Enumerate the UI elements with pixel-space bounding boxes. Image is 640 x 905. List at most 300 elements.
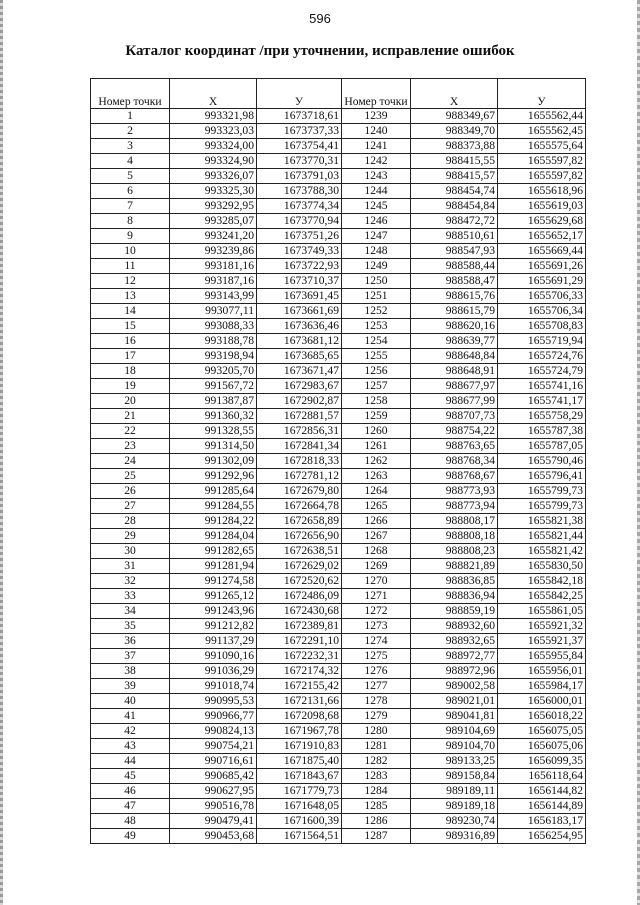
cell-point-number-right: 1264	[342, 484, 411, 499]
cell-point-number-left: 27	[91, 499, 170, 514]
cell-x-left: 993239,86	[170, 244, 257, 259]
cell-y-left: 1672983,67	[257, 379, 342, 394]
cell-point-number-left: 42	[91, 724, 170, 739]
table-row	[91, 424, 586, 439]
scan-edge-left	[0, 0, 3, 905]
cell-x-right: 988454,74	[411, 184, 498, 199]
cell-point-number-left: 20	[91, 394, 170, 409]
cell-y-left: 1673710,37	[257, 274, 342, 289]
table-row	[91, 589, 586, 604]
cell-y-right: 1656000,01	[498, 694, 586, 709]
cell-x-left: 991090,16	[170, 649, 257, 664]
cell-point-number-left: 36	[91, 634, 170, 649]
cell-point-number-left: 28	[91, 514, 170, 529]
cell-point-number-left: 35	[91, 619, 170, 634]
cell-x-left: 993187,16	[170, 274, 257, 289]
cell-x-left: 993292,95	[170, 199, 257, 214]
cell-point-number-right: 1272	[342, 604, 411, 619]
cell-y-left: 1673749,33	[257, 244, 342, 259]
cell-point-number-left: 32	[91, 574, 170, 589]
cell-y-right: 1656144,82	[498, 784, 586, 799]
cell-point-number-left: 5	[91, 169, 170, 184]
cell-point-number-left: 25	[91, 469, 170, 484]
cell-x-right: 988547,93	[411, 244, 498, 259]
cell-x-right: 988836,94	[411, 589, 498, 604]
cell-y-right: 1655799,73	[498, 499, 586, 514]
table-row	[91, 319, 586, 334]
cell-point-number-right: 1249	[342, 259, 411, 274]
cell-x-left: 993325,30	[170, 184, 257, 199]
cell-point-number-left: 7	[91, 199, 170, 214]
cell-x-right: 988454,84	[411, 199, 498, 214]
table-row	[91, 559, 586, 574]
cell-point-number-left: 13	[91, 289, 170, 304]
cell-y-left: 1672881,57	[257, 409, 342, 424]
cell-point-number-left: 47	[91, 799, 170, 814]
cell-y-right: 1656075,05	[498, 724, 586, 739]
cell-point-number-left: 15	[91, 319, 170, 334]
cell-y-right: 1655821,38	[498, 514, 586, 529]
cell-x-left: 990716,61	[170, 754, 257, 769]
cell-point-number-left: 43	[91, 739, 170, 754]
cell-y-left: 1672520,62	[257, 574, 342, 589]
table-row	[91, 529, 586, 544]
cell-x-left: 991328,55	[170, 424, 257, 439]
table-row	[91, 814, 586, 829]
cell-y-left: 1673788,30	[257, 184, 342, 199]
cell-x-right: 988763,65	[411, 439, 498, 454]
table-row	[91, 349, 586, 364]
cell-y-right: 1655741,16	[498, 379, 586, 394]
table-row	[91, 244, 586, 259]
table-row	[91, 784, 586, 799]
cell-y-left: 1672629,02	[257, 559, 342, 574]
table-row	[91, 394, 586, 409]
table-row	[91, 619, 586, 634]
cell-x-right: 989133,25	[411, 754, 498, 769]
cell-x-right: 988373,88	[411, 139, 498, 154]
cell-point-number-left: 30	[91, 544, 170, 559]
cell-y-right: 1656075,06	[498, 739, 586, 754]
table-body	[91, 109, 586, 844]
table-row	[91, 214, 586, 229]
cell-y-right: 1655691,26	[498, 259, 586, 274]
cell-y-left: 1672902,87	[257, 394, 342, 409]
cell-point-number-left: 29	[91, 529, 170, 544]
cell-x-right: 988972,96	[411, 664, 498, 679]
table-row	[91, 724, 586, 739]
table-row	[91, 769, 586, 784]
cell-y-left: 1673770,31	[257, 154, 342, 169]
cell-y-left: 1672291,10	[257, 634, 342, 649]
cell-point-number-left: 44	[91, 754, 170, 769]
cell-x-right: 988415,55	[411, 154, 498, 169]
cell-y-right: 1655921,37	[498, 634, 586, 649]
cell-x-right: 988836,85	[411, 574, 498, 589]
cell-point-number-right: 1253	[342, 319, 411, 334]
cell-point-number-left: 38	[91, 664, 170, 679]
header-point-number-left: Номер точки	[91, 79, 170, 109]
cell-point-number-right: 1247	[342, 229, 411, 244]
cell-y-right: 1656099,35	[498, 754, 586, 769]
cell-x-left: 991018,74	[170, 679, 257, 694]
cell-x-left: 991137,29	[170, 634, 257, 649]
cell-point-number-right: 1282	[342, 754, 411, 769]
cell-x-right: 988932,65	[411, 634, 498, 649]
cell-x-left: 991567,72	[170, 379, 257, 394]
cell-y-left: 1673791,03	[257, 169, 342, 184]
cell-point-number-right: 1257	[342, 379, 411, 394]
cell-x-right: 988773,94	[411, 499, 498, 514]
cell-point-number-right: 1251	[342, 289, 411, 304]
cell-x-right: 988677,97	[411, 379, 498, 394]
cell-point-number-left: 2	[91, 124, 170, 139]
cell-y-right: 1655830,50	[498, 559, 586, 574]
cell-x-right: 989158,84	[411, 769, 498, 784]
table-row	[91, 274, 586, 289]
cell-x-right: 988754,22	[411, 424, 498, 439]
cell-y-right: 1655724,76	[498, 349, 586, 364]
cell-x-left: 990685,42	[170, 769, 257, 784]
cell-x-right: 988472,72	[411, 214, 498, 229]
table-row	[91, 634, 586, 649]
cell-x-right: 988615,76	[411, 289, 498, 304]
cell-y-right: 1656018,22	[498, 709, 586, 724]
table-row	[91, 304, 586, 319]
cell-y-left: 1672856,31	[257, 424, 342, 439]
cell-x-right: 989230,74	[411, 814, 498, 829]
cell-point-number-right: 1270	[342, 574, 411, 589]
table-row	[91, 229, 586, 244]
cell-y-right: 1655708,83	[498, 319, 586, 334]
cell-y-left: 1671600,39	[257, 814, 342, 829]
cell-point-number-right: 1261	[342, 439, 411, 454]
cell-y-right: 1655575,64	[498, 139, 586, 154]
cell-point-number-left: 11	[91, 259, 170, 274]
table-row	[91, 754, 586, 769]
cell-point-number-right: 1243	[342, 169, 411, 184]
cell-x-left: 990754,21	[170, 739, 257, 754]
cell-x-right: 988620,16	[411, 319, 498, 334]
cell-y-right: 1655562,44	[498, 109, 586, 124]
cell-y-left: 1671648,05	[257, 799, 342, 814]
table-row	[91, 799, 586, 814]
cell-y-left: 1672232,31	[257, 649, 342, 664]
cell-point-number-left: 46	[91, 784, 170, 799]
table-row	[91, 829, 586, 844]
cell-point-number-left: 45	[91, 769, 170, 784]
table-header-row	[91, 79, 586, 109]
header-y-left: У	[257, 79, 342, 109]
cell-y-right: 1655652,17	[498, 229, 586, 244]
cell-y-right: 1655669,44	[498, 244, 586, 259]
cell-point-number-right: 1275	[342, 649, 411, 664]
cell-x-left: 990995,53	[170, 694, 257, 709]
cell-point-number-right: 1263	[342, 469, 411, 484]
cell-y-left: 1672658,89	[257, 514, 342, 529]
cell-point-number-left: 1	[91, 109, 170, 124]
cell-x-right: 989189,11	[411, 784, 498, 799]
cell-x-left: 993088,33	[170, 319, 257, 334]
table-row	[91, 469, 586, 484]
header-x-left: X	[170, 79, 257, 109]
table-row	[91, 124, 586, 139]
table-row	[91, 259, 586, 274]
cell-point-number-right: 1273	[342, 619, 411, 634]
cell-x-right: 988415,57	[411, 169, 498, 184]
cell-point-number-right: 1281	[342, 739, 411, 754]
table-row	[91, 289, 586, 304]
cell-x-right: 988615,79	[411, 304, 498, 319]
cell-point-number-left: 3	[91, 139, 170, 154]
cell-point-number-right: 1283	[342, 769, 411, 784]
cell-x-right: 988932,60	[411, 619, 498, 634]
cell-x-left: 991284,22	[170, 514, 257, 529]
cell-x-right: 988768,67	[411, 469, 498, 484]
cell-x-left: 991360,32	[170, 409, 257, 424]
cell-y-right: 1655955,84	[498, 649, 586, 664]
cell-x-left: 993198,94	[170, 349, 257, 364]
cell-y-right: 1655921,32	[498, 619, 586, 634]
cell-y-right: 1655821,44	[498, 529, 586, 544]
cell-point-number-right: 1244	[342, 184, 411, 199]
cell-x-left: 993323,03	[170, 124, 257, 139]
cell-x-right: 989316,89	[411, 829, 498, 844]
cell-point-number-right: 1266	[342, 514, 411, 529]
cell-y-right: 1655724,79	[498, 364, 586, 379]
cell-x-right: 989104,70	[411, 739, 498, 754]
cell-point-number-right: 1284	[342, 784, 411, 799]
cell-point-number-left: 9	[91, 229, 170, 244]
cell-y-right: 1655842,18	[498, 574, 586, 589]
cell-point-number-left: 18	[91, 364, 170, 379]
cell-y-right: 1655956,01	[498, 664, 586, 679]
cell-x-left: 990453,68	[170, 829, 257, 844]
cell-point-number-right: 1286	[342, 814, 411, 829]
cell-x-right: 988648,84	[411, 349, 498, 364]
cell-x-right: 988349,70	[411, 124, 498, 139]
cell-y-left: 1673754,41	[257, 139, 342, 154]
cell-y-right: 1655842,25	[498, 589, 586, 604]
table-row	[91, 709, 586, 724]
cell-x-left: 990479,41	[170, 814, 257, 829]
cell-point-number-right: 1240	[342, 124, 411, 139]
cell-point-number-right: 1258	[342, 394, 411, 409]
cell-x-left: 991284,04	[170, 529, 257, 544]
cell-point-number-left: 23	[91, 439, 170, 454]
cell-x-left: 991387,87	[170, 394, 257, 409]
header-x-right: X	[411, 79, 498, 109]
cell-y-left: 1673691,45	[257, 289, 342, 304]
cell-point-number-right: 1248	[342, 244, 411, 259]
cell-point-number-left: 22	[91, 424, 170, 439]
cell-y-left: 1672656,90	[257, 529, 342, 544]
cell-point-number-right: 1255	[342, 349, 411, 364]
cell-y-left: 1672781,12	[257, 469, 342, 484]
cell-x-right: 989002,58	[411, 679, 498, 694]
cell-point-number-right: 1252	[342, 304, 411, 319]
table-row	[91, 679, 586, 694]
cell-point-number-right: 1242	[342, 154, 411, 169]
cell-y-right: 1655790,46	[498, 454, 586, 469]
cell-y-left: 1671564,51	[257, 829, 342, 844]
table-row	[91, 514, 586, 529]
table-row	[91, 109, 586, 124]
cell-x-right: 989104,69	[411, 724, 498, 739]
cell-x-left: 993188,78	[170, 334, 257, 349]
cell-x-left: 993321,98	[170, 109, 257, 124]
table-row	[91, 169, 586, 184]
cell-y-left: 1673681,12	[257, 334, 342, 349]
cell-x-right: 988821,89	[411, 559, 498, 574]
cell-x-right: 988972,77	[411, 649, 498, 664]
cell-x-left: 990516,78	[170, 799, 257, 814]
cell-y-right: 1656254,95	[498, 829, 586, 844]
cell-x-right: 989021,01	[411, 694, 498, 709]
cell-x-right: 988773,93	[411, 484, 498, 499]
cell-point-number-left: 39	[91, 679, 170, 694]
cell-x-left: 991285,64	[170, 484, 257, 499]
cell-x-left: 993205,70	[170, 364, 257, 379]
cell-point-number-left: 19	[91, 379, 170, 394]
cell-y-left: 1673722,93	[257, 259, 342, 274]
cell-x-left: 991212,82	[170, 619, 257, 634]
cell-point-number-left: 40	[91, 694, 170, 709]
cell-y-left: 1672818,33	[257, 454, 342, 469]
cell-x-left: 993326,07	[170, 169, 257, 184]
cell-y-left: 1672664,78	[257, 499, 342, 514]
cell-point-number-left: 48	[91, 814, 170, 829]
header-y-right: У	[498, 79, 586, 109]
cell-point-number-right: 1241	[342, 139, 411, 154]
table-row	[91, 574, 586, 589]
cell-point-number-left: 49	[91, 829, 170, 844]
cell-x-right: 988349,67	[411, 109, 498, 124]
cell-y-right: 1655787,05	[498, 439, 586, 454]
cell-y-right: 1655799,73	[498, 484, 586, 499]
table-row	[91, 739, 586, 754]
cell-x-right: 989041,81	[411, 709, 498, 724]
cell-y-left: 1673751,26	[257, 229, 342, 244]
cell-point-number-right: 1256	[342, 364, 411, 379]
cell-x-right: 988808,23	[411, 544, 498, 559]
cell-point-number-left: 8	[91, 214, 170, 229]
cell-y-left: 1671875,40	[257, 754, 342, 769]
cell-x-right: 988808,18	[411, 529, 498, 544]
cell-x-right: 989189,18	[411, 799, 498, 814]
table-row	[91, 484, 586, 499]
cell-point-number-left: 6	[91, 184, 170, 199]
cell-y-right: 1655618,96	[498, 184, 586, 199]
cell-y-right: 1655861,05	[498, 604, 586, 619]
cell-y-left: 1672486,09	[257, 589, 342, 604]
cell-point-number-right: 1262	[342, 454, 411, 469]
cell-point-number-left: 24	[91, 454, 170, 469]
cell-point-number-left: 31	[91, 559, 170, 574]
cell-y-right: 1655758,29	[498, 409, 586, 424]
cell-y-right: 1655619,03	[498, 199, 586, 214]
cell-x-right: 988510,61	[411, 229, 498, 244]
table-row	[91, 439, 586, 454]
cell-y-right: 1655787,38	[498, 424, 586, 439]
table-row	[91, 649, 586, 664]
cell-x-left: 993143,99	[170, 289, 257, 304]
cell-x-right: 988808,17	[411, 514, 498, 529]
table-row	[91, 364, 586, 379]
cell-x-right: 988588,44	[411, 259, 498, 274]
cell-point-number-right: 1246	[342, 214, 411, 229]
cell-y-left: 1672389,81	[257, 619, 342, 634]
cell-y-right: 1656183,17	[498, 814, 586, 829]
cell-point-number-right: 1274	[342, 634, 411, 649]
table-row	[91, 694, 586, 709]
coordinate-table	[90, 78, 586, 844]
cell-y-left: 1673770,94	[257, 214, 342, 229]
cell-y-right: 1655597,82	[498, 169, 586, 184]
cell-y-right: 1655984,17	[498, 679, 586, 694]
cell-point-number-right: 1254	[342, 334, 411, 349]
cell-point-number-right: 1260	[342, 424, 411, 439]
cell-y-right: 1655796,41	[498, 469, 586, 484]
cell-y-left: 1672679,80	[257, 484, 342, 499]
cell-point-number-right: 1280	[342, 724, 411, 739]
cell-y-left: 1672430,68	[257, 604, 342, 619]
cell-x-left: 991243,96	[170, 604, 257, 619]
cell-x-right: 988707,73	[411, 409, 498, 424]
cell-x-left: 993285,07	[170, 214, 257, 229]
cell-y-left: 1671843,67	[257, 769, 342, 784]
cell-x-left: 990966,77	[170, 709, 257, 724]
cell-y-right: 1656144,89	[498, 799, 586, 814]
cell-y-left: 1672174,32	[257, 664, 342, 679]
cell-x-left: 991036,29	[170, 664, 257, 679]
cell-x-left: 993077,11	[170, 304, 257, 319]
cell-point-number-right: 1278	[342, 694, 411, 709]
cell-point-number-right: 1271	[342, 589, 411, 604]
cell-y-left: 1673737,33	[257, 124, 342, 139]
cell-y-right: 1655741,17	[498, 394, 586, 409]
cell-point-number-left: 16	[91, 334, 170, 349]
cell-x-right: 988859,19	[411, 604, 498, 619]
cell-x-left: 991265,12	[170, 589, 257, 604]
cell-x-right: 988639,77	[411, 334, 498, 349]
cell-y-right: 1655719,94	[498, 334, 586, 349]
cell-y-left: 1672638,51	[257, 544, 342, 559]
table-row	[91, 379, 586, 394]
cell-y-left: 1672841,34	[257, 439, 342, 454]
cell-y-right: 1655706,34	[498, 304, 586, 319]
cell-point-number-right: 1277	[342, 679, 411, 694]
header-point-number-right: Номер точки	[342, 79, 411, 109]
cell-x-left: 991284,55	[170, 499, 257, 514]
cell-x-left: 990627,95	[170, 784, 257, 799]
cell-x-left: 991282,65	[170, 544, 257, 559]
cell-point-number-right: 1279	[342, 709, 411, 724]
cell-y-left: 1672155,42	[257, 679, 342, 694]
cell-x-left: 991281,94	[170, 559, 257, 574]
cell-y-left: 1672098,68	[257, 709, 342, 724]
table-row	[91, 139, 586, 154]
page-number: 596	[309, 11, 331, 26]
cell-y-right: 1656118,64	[498, 769, 586, 784]
table-row	[91, 604, 586, 619]
cell-x-left: 993324,00	[170, 139, 257, 154]
cell-x-left: 993241,20	[170, 229, 257, 244]
cell-y-right: 1655562,45	[498, 124, 586, 139]
cell-x-right: 988677,99	[411, 394, 498, 409]
cell-x-left: 993324,90	[170, 154, 257, 169]
cell-y-left: 1673685,65	[257, 349, 342, 364]
